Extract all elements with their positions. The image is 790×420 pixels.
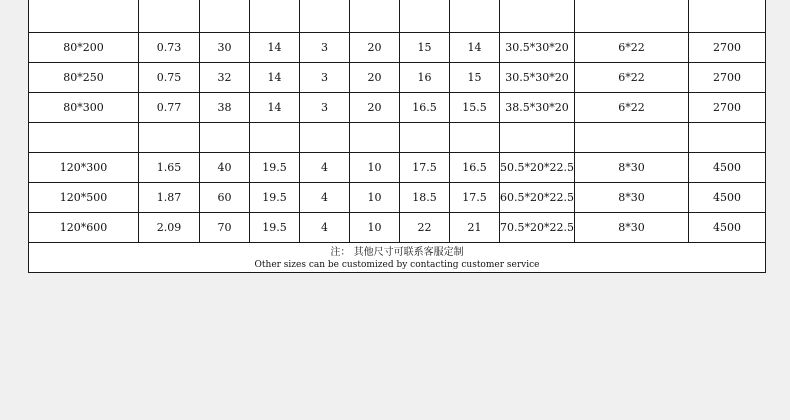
table-cell: 4 <box>300 183 350 213</box>
table-cell: 19.5 <box>250 183 300 213</box>
blank-cell <box>689 123 766 153</box>
table-cell: 14 <box>250 93 300 123</box>
table-cell: 22 <box>400 213 450 243</box>
table-cell: 3 <box>300 93 350 123</box>
table-cell: 20 <box>350 93 400 123</box>
table-row <box>29 33 766 63</box>
table-cell: 6*22 <box>575 63 689 93</box>
blank-cell <box>575 123 689 153</box>
table-row <box>29 93 766 123</box>
table-cell: 1.65 <box>139 153 200 183</box>
blank-cell <box>29 0 139 33</box>
table-cell: 14 <box>450 33 500 63</box>
blank-cell <box>250 0 300 33</box>
blank-cell <box>300 123 350 153</box>
table-cell: 70.5*20*22.5 <box>500 213 575 243</box>
table-cell: 2700 <box>689 93 766 123</box>
table-cell: 4500 <box>689 213 766 243</box>
table-cell: 30.5*30*20 <box>500 33 575 63</box>
table-cell: 16 <box>400 63 450 93</box>
table-cell: 80*200 <box>29 33 139 63</box>
blank-cell <box>200 0 250 33</box>
table-cell: 120*600 <box>29 213 139 243</box>
table-cell: 30.5*30*20 <box>500 63 575 93</box>
table-cell: 4 <box>300 213 350 243</box>
table-cell: 19.5 <box>250 213 300 243</box>
table-cell: 2700 <box>689 33 766 63</box>
table-cell: 15 <box>450 63 500 93</box>
table-cell: 3 <box>300 33 350 63</box>
table-cell: 18.5 <box>400 183 450 213</box>
table-cell: 38.5*30*20 <box>500 93 575 123</box>
table-cell: 16.5 <box>450 153 500 183</box>
table-cell: 8*30 <box>575 213 689 243</box>
blank-cell <box>500 123 575 153</box>
table-cell: 38 <box>200 93 250 123</box>
table-cell: 17.5 <box>450 183 500 213</box>
table-cell: 0.73 <box>139 33 200 63</box>
blank-row <box>29 0 766 33</box>
table-cell: 6*22 <box>575 93 689 123</box>
table-cell: 4 <box>300 153 350 183</box>
blank-cell <box>250 123 300 153</box>
blank-cell <box>139 0 200 33</box>
table-cell: 14 <box>250 63 300 93</box>
table-row <box>29 153 766 183</box>
table-cell: 30 <box>200 33 250 63</box>
table-cell: 60.5*20*22.5 <box>500 183 575 213</box>
table-cell: 3 <box>300 63 350 93</box>
table-cell: 10 <box>350 153 400 183</box>
table-cell: 8*30 <box>575 183 689 213</box>
table-cell: 2700 <box>689 63 766 93</box>
table-cell: 60 <box>200 183 250 213</box>
table-cell: 50.5*20*22.5 <box>500 153 575 183</box>
table-cell: 1.87 <box>139 183 200 213</box>
table-cell: 10 <box>350 213 400 243</box>
blank-cell <box>350 123 400 153</box>
note-english: Other sizes can be customized by contacting customer service <box>254 259 540 270</box>
table-cell: 32 <box>200 63 250 93</box>
blank-cell <box>689 0 766 33</box>
table-cell: 19.5 <box>250 153 300 183</box>
table-cell: 0.75 <box>139 63 200 93</box>
table-cell: 2.09 <box>139 213 200 243</box>
blank-cell <box>300 0 350 33</box>
table-cell: 80*300 <box>29 93 139 123</box>
blank-cell <box>139 123 200 153</box>
table-cell: 20 <box>350 63 400 93</box>
table-cell: 4500 <box>689 153 766 183</box>
table-cell: 10 <box>350 183 400 213</box>
table-cell: 8*30 <box>575 153 689 183</box>
table-cell: 14 <box>250 33 300 63</box>
table-cell: 6*22 <box>575 33 689 63</box>
table-cell: 20 <box>350 33 400 63</box>
blank-cell <box>500 0 575 33</box>
blank-row <box>29 123 766 153</box>
note-chinese: 注： 其他尺寸可联系客服定制 <box>330 246 464 258</box>
note-row <box>29 243 766 273</box>
spec-table <box>28 0 766 273</box>
table-cell: 17.5 <box>400 153 450 183</box>
blank-cell <box>575 0 689 33</box>
spec-table-body <box>29 0 766 243</box>
spec-sheet <box>28 0 765 273</box>
table-cell: 120*300 <box>29 153 139 183</box>
table-cell: 0.77 <box>139 93 200 123</box>
table-row <box>29 183 766 213</box>
table-cell: 4500 <box>689 183 766 213</box>
blank-cell <box>450 0 500 33</box>
table-cell: 40 <box>200 153 250 183</box>
table-cell: 15 <box>400 33 450 63</box>
table-cell: 120*500 <box>29 183 139 213</box>
blank-cell <box>450 123 500 153</box>
blank-cell <box>29 123 139 153</box>
blank-cell <box>350 0 400 33</box>
blank-cell <box>200 123 250 153</box>
table-cell: 70 <box>200 213 250 243</box>
table-cell: 16.5 <box>400 93 450 123</box>
blank-cell <box>400 123 450 153</box>
table-cell: 21 <box>450 213 500 243</box>
table-cell: 80*250 <box>29 63 139 93</box>
note-cell <box>29 243 766 273</box>
blank-cell <box>400 0 450 33</box>
table-row <box>29 63 766 93</box>
table-row <box>29 213 766 243</box>
table-cell: 15.5 <box>450 93 500 123</box>
